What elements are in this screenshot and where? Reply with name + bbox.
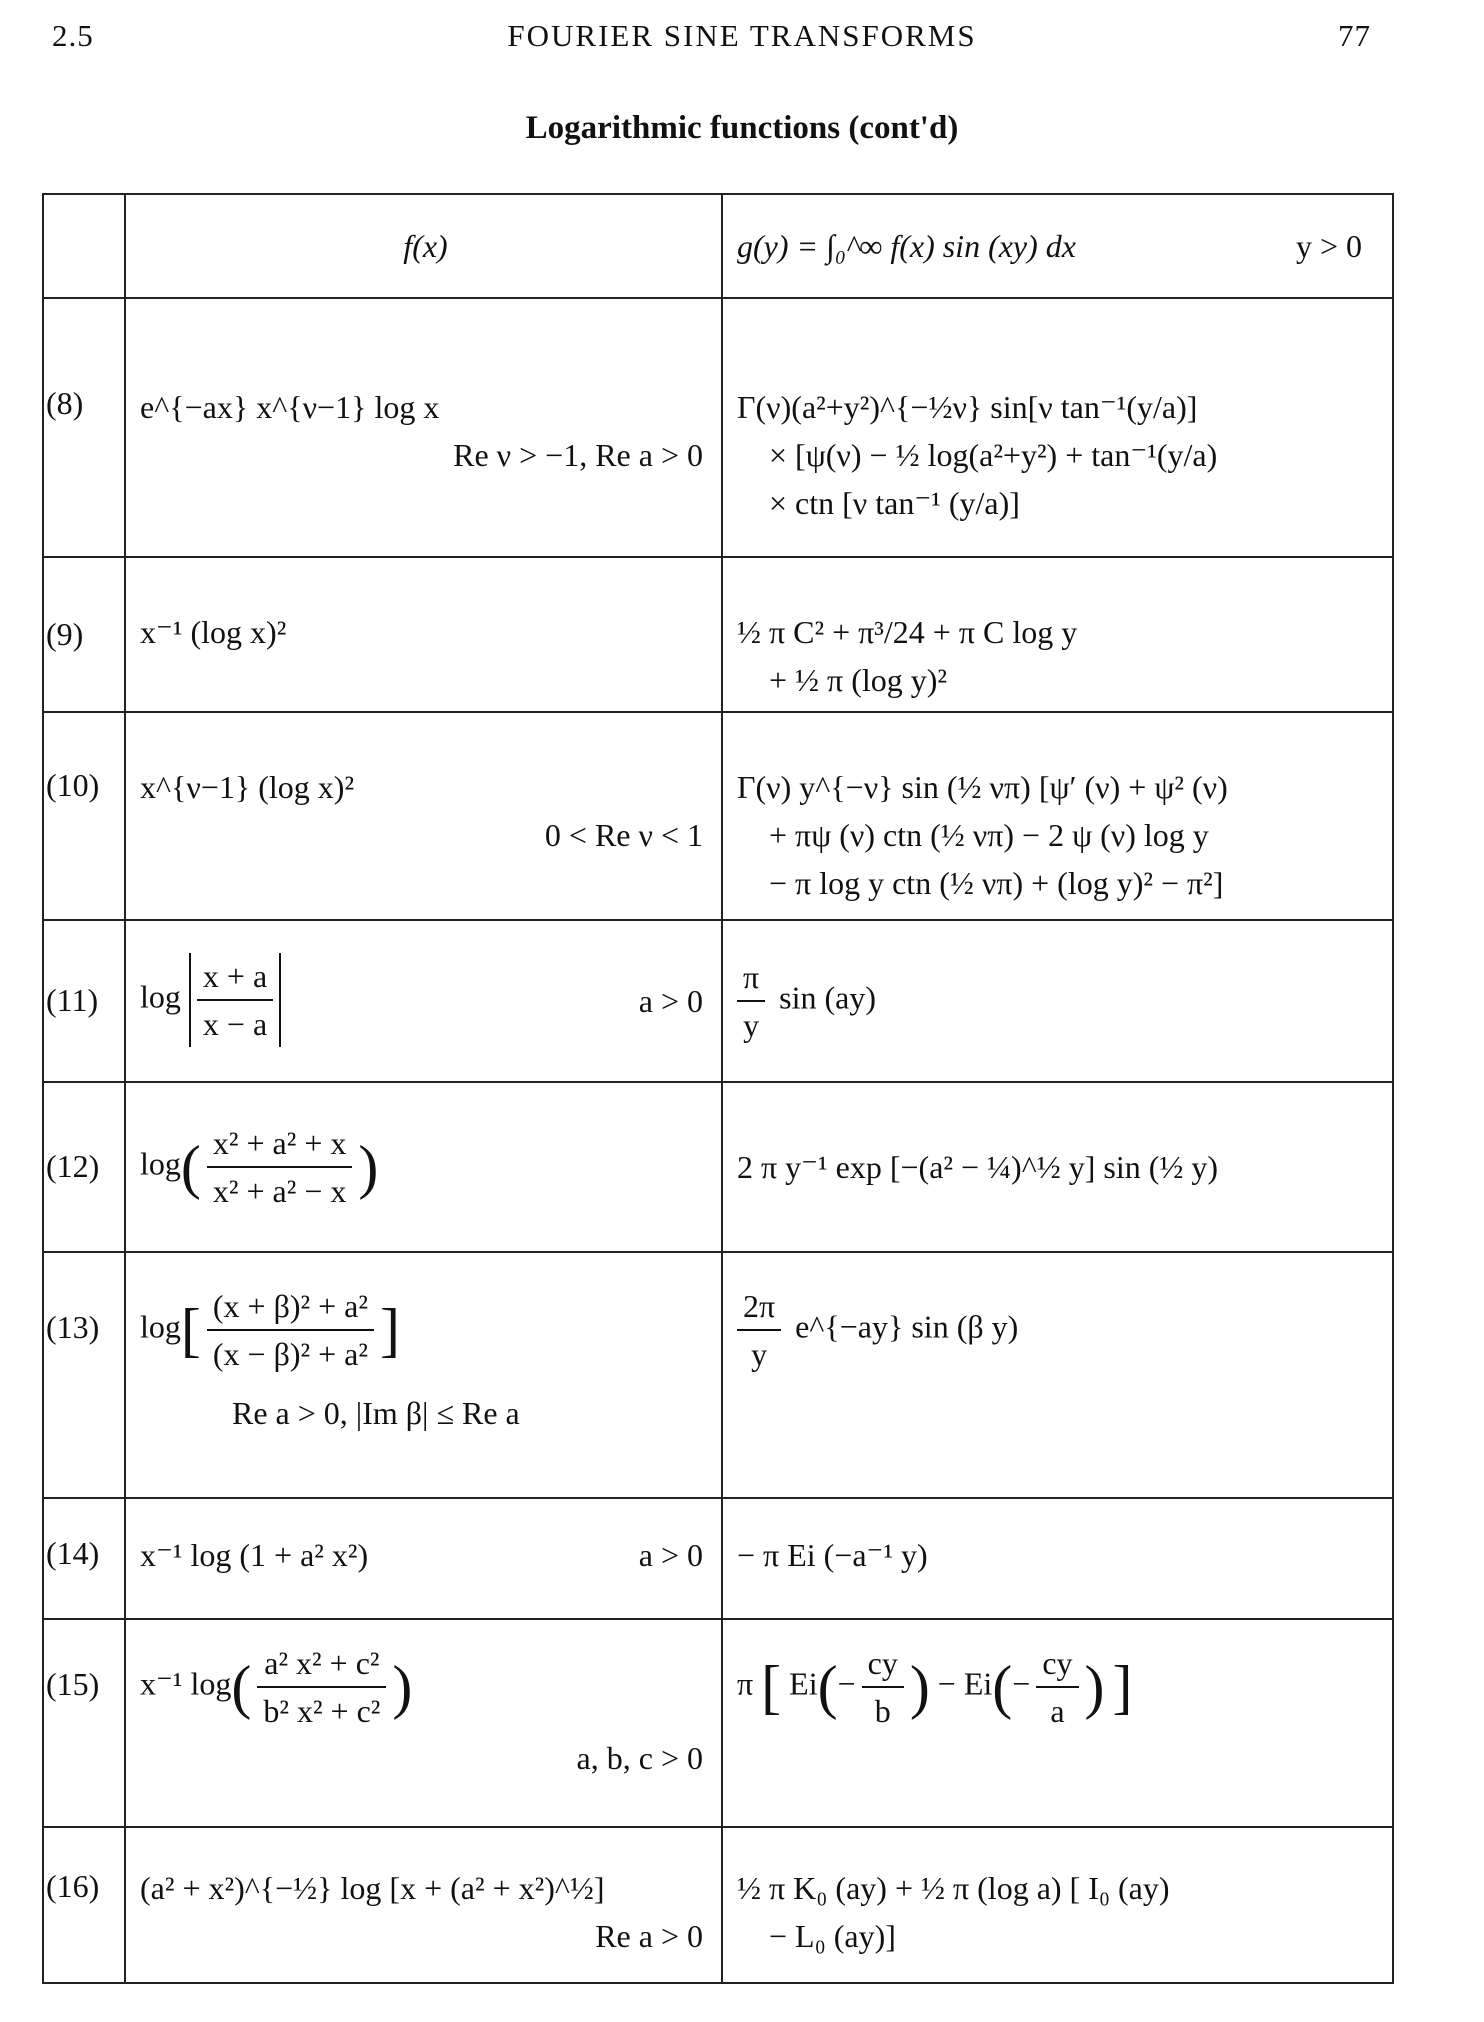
header-g-condition: y > 0 xyxy=(1295,228,1362,264)
g-cell xyxy=(722,298,1393,557)
f-cell xyxy=(125,1619,722,1827)
denominator: a xyxy=(1050,1693,1065,1729)
denominator: b² x² + c² xyxy=(263,1693,381,1729)
g-expression: sin (ay) xyxy=(779,979,877,1016)
g-line: − L₀ (ay)] xyxy=(769,1918,896,1954)
g-line: − π log y ctn (½ νπ) + (log y)² − π²] xyxy=(769,865,1224,901)
g-cell xyxy=(722,1082,1393,1252)
entry-number: (15) xyxy=(43,1619,125,1827)
entry-number: (12) xyxy=(43,1082,125,1252)
g-line: × ctn [ν tan⁻¹ (y/a)] xyxy=(769,485,1020,521)
g-cell xyxy=(722,1827,1393,1983)
fraction xyxy=(207,1120,352,1214)
g-cell xyxy=(722,557,1393,712)
left-paren: ( xyxy=(817,1654,838,1720)
header-f-cell xyxy=(125,194,722,298)
entry-number: (14) xyxy=(43,1498,125,1619)
numerator: x + a xyxy=(197,953,273,1001)
ei-label: Ei xyxy=(789,1665,818,1702)
table-row xyxy=(43,1082,1393,1252)
fraction xyxy=(197,953,273,1047)
numerator: π xyxy=(737,954,765,1002)
right-bracket: ] xyxy=(379,1297,400,1363)
f-condition: 0 < Re ν < 1 xyxy=(544,817,703,853)
left-bracket: [ xyxy=(761,1654,782,1720)
g-expression: e^{−ay} sin (β y) xyxy=(795,1308,1019,1345)
g-line: + πψ (ν) ctn (½ νπ) − 2 ψ (ν) log y xyxy=(769,817,1209,853)
f-expression: x⁻¹ (log x)² xyxy=(140,614,287,650)
g-cell xyxy=(722,920,1393,1082)
log-label: log xyxy=(140,1308,181,1345)
fraction xyxy=(737,954,765,1048)
f-cell xyxy=(125,712,722,920)
left-paren: ( xyxy=(180,1134,201,1200)
table-row xyxy=(43,920,1393,1082)
g-line: − π Ei (−a⁻¹ y) xyxy=(737,1537,928,1573)
absolute-value-bars xyxy=(189,953,281,1047)
table-row xyxy=(43,557,1393,712)
header-g-label: g(y) = ∫₀^∞ f(x) sin (xy) dx xyxy=(737,228,1076,264)
page-number: 77 xyxy=(1338,18,1371,53)
entry-number: (13) xyxy=(43,1252,125,1498)
f-prefix: x⁻¹ log xyxy=(140,1665,232,1702)
g-line: × [ψ(ν) − ½ log(a²+y²) + tan⁻¹(y/a) xyxy=(769,437,1218,473)
g-prefix: π xyxy=(737,1665,754,1702)
table-row xyxy=(43,1827,1393,1983)
table-row xyxy=(43,1619,1393,1827)
f-cell xyxy=(125,298,722,557)
page-header-title: FOURIER SINE TRANSFORMS xyxy=(507,18,977,53)
g-line: ½ π K₀ (ay) + ½ π (log a) [ I₀ (ay) xyxy=(737,1870,1170,1906)
denominator: x − a xyxy=(202,1006,268,1042)
table-header-row xyxy=(43,194,1393,298)
numerator: cy xyxy=(1036,1640,1078,1688)
f-condition: Re ν > −1, Re a > 0 xyxy=(453,437,703,473)
fraction xyxy=(207,1283,374,1377)
f-expression: (a² + x²)^{−½} log [x + (a² + x²)^½] xyxy=(140,1870,605,1906)
right-paren: ) xyxy=(358,1134,379,1200)
left-bracket: [ xyxy=(180,1297,201,1363)
minus-sign: − xyxy=(1012,1665,1031,1702)
f-cell xyxy=(125,1252,722,1498)
g-cell xyxy=(722,1619,1393,1827)
table-row xyxy=(43,1498,1393,1619)
right-paren: ) xyxy=(909,1654,930,1720)
right-bracket: ] xyxy=(1112,1654,1133,1720)
log-label: log xyxy=(140,978,181,1015)
f-condition: Re a > 0 xyxy=(595,1918,703,1954)
f-condition: a, b, c > 0 xyxy=(576,1740,703,1776)
entry-number: (8) xyxy=(43,298,125,557)
table-row xyxy=(43,298,1393,557)
denominator: b xyxy=(874,1693,891,1729)
header-number-cell xyxy=(43,194,125,298)
g-line: ½ π C² + π³/24 + π C log y xyxy=(737,614,1078,650)
left-paren: ( xyxy=(992,1654,1013,1720)
f-cell xyxy=(125,1498,722,1619)
entry-number: (9) xyxy=(43,557,125,712)
g-line: Γ(ν)(a²+y²)^{−½ν} sin[ν tan⁻¹(y/a)] xyxy=(737,389,1198,425)
f-cell xyxy=(125,557,722,712)
numerator: (x + β)² + a² xyxy=(207,1283,374,1331)
denominator: y xyxy=(751,1336,768,1372)
denominator: y xyxy=(743,1007,760,1043)
f-expression: e^{−ax} x^{ν−1} log x xyxy=(140,389,440,425)
g-line: + ½ π (log y)² xyxy=(769,662,947,698)
fraction xyxy=(862,1640,904,1734)
header-g-cell xyxy=(722,194,1393,298)
minus-sign: − xyxy=(837,1665,856,1702)
g-cell xyxy=(722,1252,1393,1498)
numerator: cy xyxy=(862,1640,904,1688)
denominator: x² + a² − x xyxy=(212,1173,347,1209)
entry-number: (16) xyxy=(43,1827,125,1983)
ei-label: Ei xyxy=(963,1665,993,1702)
numerator: 2π xyxy=(737,1283,781,1331)
table-subtitle: Logarithmic functions (cont'd) xyxy=(525,110,959,146)
f-condition: a > 0 xyxy=(638,983,703,1019)
header-f-label: f(x) xyxy=(403,228,448,264)
denominator: (x − β)² + a² xyxy=(212,1336,368,1372)
table-row xyxy=(43,712,1393,920)
g-cell xyxy=(722,1498,1393,1619)
g-cell xyxy=(722,712,1393,920)
f-expression: x⁻¹ log (1 + a² x²) xyxy=(140,1537,369,1573)
log-label: log xyxy=(140,1145,181,1182)
section-number: 2.5 xyxy=(52,18,94,53)
g-line: 2 π y⁻¹ exp [−(a² − ¼)^½ y] sin (½ y) xyxy=(737,1149,1219,1185)
fraction xyxy=(257,1640,386,1734)
entry-number: (10) xyxy=(43,712,125,920)
numerator: x² + a² + x xyxy=(207,1120,352,1168)
f-expression: x^{ν−1} (log x)² xyxy=(140,769,355,805)
table-row xyxy=(43,1252,1393,1498)
f-condition: Re a > 0, |Im β| ≤ Re a xyxy=(232,1395,520,1431)
minus-sign: − xyxy=(937,1665,956,1702)
entry-number: (11) xyxy=(43,920,125,1082)
left-paren: ( xyxy=(231,1654,252,1720)
f-cell xyxy=(125,1082,722,1252)
fraction xyxy=(1036,1640,1078,1734)
right-paren: ) xyxy=(1084,1654,1105,1720)
numerator: a² x² + c² xyxy=(257,1640,386,1688)
g-line: Γ(ν) y^{−ν} sin (½ νπ) [ψ′ (ν) + ψ² (ν) xyxy=(737,769,1228,805)
right-paren: ) xyxy=(392,1654,413,1720)
f-condition: a > 0 xyxy=(638,1537,703,1573)
f-cell xyxy=(125,920,722,1082)
f-cell xyxy=(125,1827,722,1983)
transform-table xyxy=(42,193,1394,1984)
fraction xyxy=(737,1283,781,1377)
